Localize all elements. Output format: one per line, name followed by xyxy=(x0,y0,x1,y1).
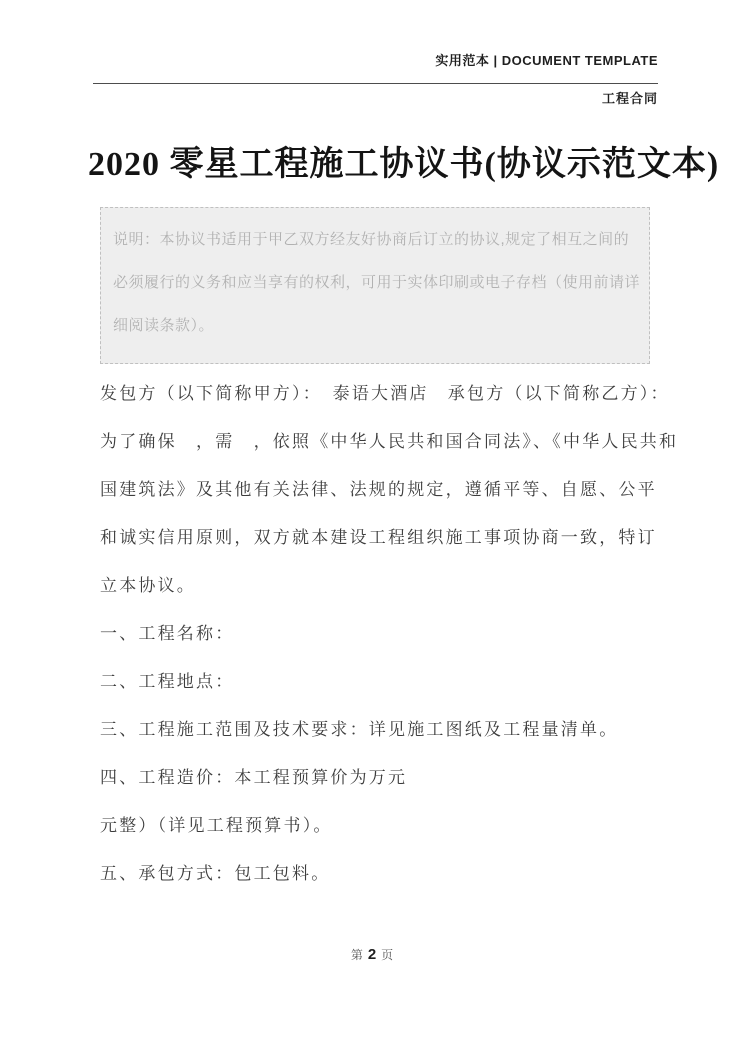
notice-line: 必须履行的义务和应当享有的权利，可用于实体印刷或电子存档（使用前请详 xyxy=(113,274,641,291)
body-line: 为了确保 ，需 ，依照《中华人民共和国合同法》、《中华人民共和 xyxy=(100,432,679,451)
body-line: 立本协议。 xyxy=(100,576,196,595)
header-brand: 实用范本 | DOCUMENT TEMPLATE xyxy=(435,53,658,68)
page-footer xyxy=(0,946,744,963)
notice-line: 细阅读条款）。 xyxy=(113,317,215,334)
body-line: 二、工程地点： xyxy=(100,672,235,691)
page-footer-suffix: 页 xyxy=(381,948,394,962)
header-rule xyxy=(93,83,658,84)
page-number: 2 xyxy=(367,946,377,963)
notice-line: 说明：本协议书适用于甲乙双方经友好协商后订立的协议,规定了相互之间的 xyxy=(113,231,630,248)
header-category: 工程合同 xyxy=(601,91,658,106)
body-line: 和诚实信用原则，双方就本建设工程组织施工事项协商一致，特订 xyxy=(100,528,657,547)
body-line: 发包方（以下简称甲方）： 泰语大酒店 承包方（以下简称乙方）： xyxy=(100,384,670,403)
body-line: 四、工程造价：本工程预算价为万元 xyxy=(100,768,408,787)
document-body xyxy=(100,370,679,898)
page-footer-prefix: 第 xyxy=(350,948,363,962)
body-line: 五、承包方式：包工包料。 xyxy=(100,864,331,883)
body-line: 三、工程施工范围及技术要求：详见施工图纸及工程量清单。 xyxy=(100,720,619,739)
body-line: 国建筑法》及其他有关法律、法规的规定，遵循平等、自愿、公平 xyxy=(100,480,657,499)
body-line: 一、工程名称： xyxy=(100,624,235,643)
document-title: 2020 零星工程施工协议书(协议示范文本) xyxy=(88,146,720,183)
body-line: 元整）（详见工程预算书）。 xyxy=(100,816,333,835)
notice-box xyxy=(100,207,650,364)
